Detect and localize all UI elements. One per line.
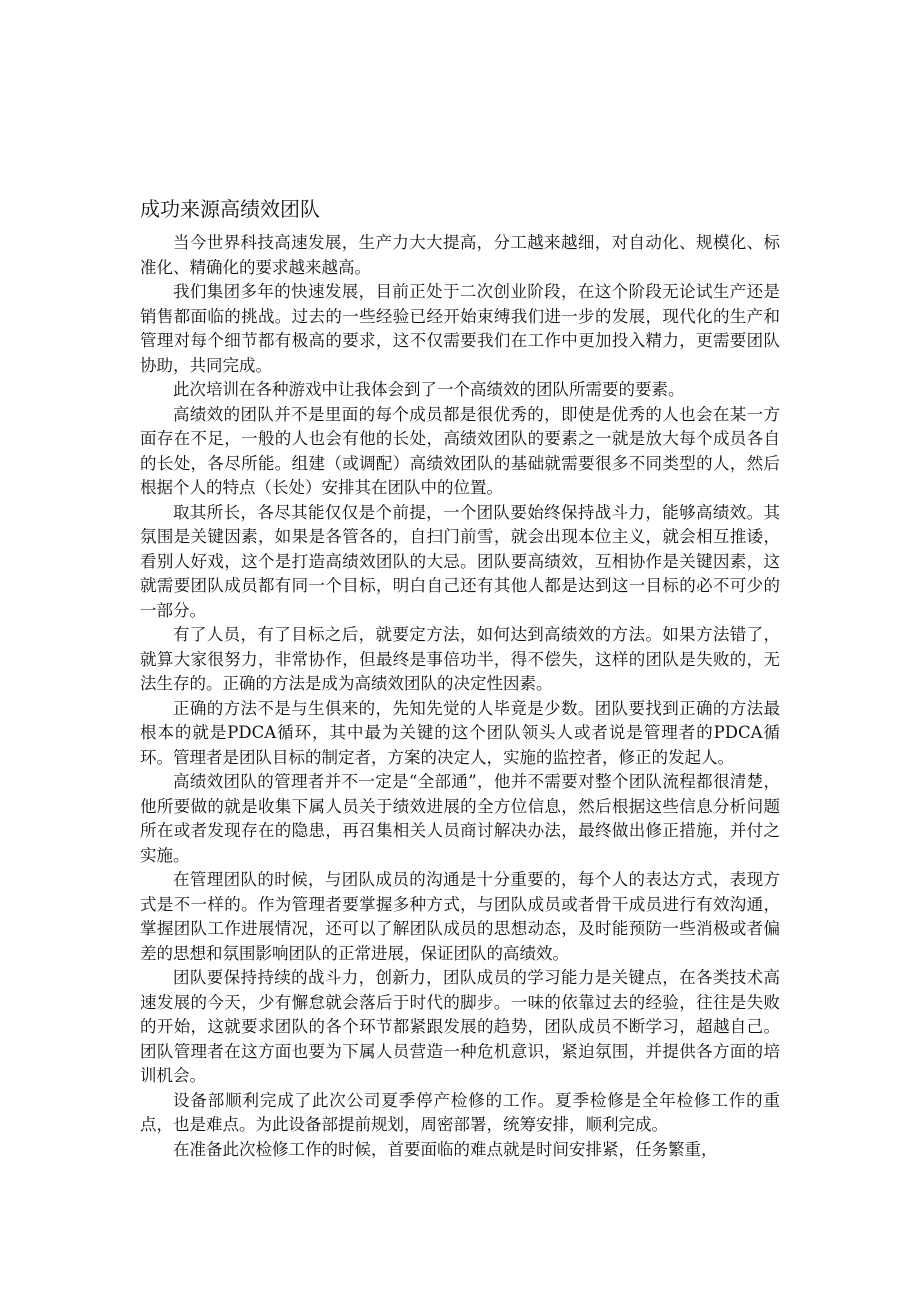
document-title: 成功来源高绩效团队: [140, 197, 320, 221]
paragraph-9: 在管理团队的时候，与团队成员的沟通是十分重要的，每个人的表达方式，表现方式是不一样的。作为管理者要掌握多种方式，与团队成员或者骨干成员进行有效沟通，掌握团队工作进展情况，还可以了解团队成员的思想动态，及时能预防一些消极或者偏差的思想和氛围影响团队的正常进展，保证团队的高绩效。: [140, 870, 780, 963]
paragraph-1: 当今世界科技高速发展，生产力大大提高，分工越来越细，对自动化、规模化、标准化、精确化的要求越来越高。: [140, 233, 780, 277]
paragraph-12: 在准备此次检修工作的时候，首要面临的难点就是时间安排紧，任务繁重，: [173, 1139, 718, 1159]
paragraph-2: 我们集团多年的快速发展，目前正处于二次创业阶段，在这个阶段无论试生产还是销售都面临的挑战。过去的一些经验已经开始束缚我们进一步的发展，现代化的生产和管理对每个细节都有极高的要求，这不仅需要我们在工作中更加投入精力，更需要团队协助，共同完成。: [140, 282, 780, 375]
paragraph-5: 取其所长，各尽其能仅仅是个前提，一个团队要始终保持战斗力，能够高绩效。其氛围是关键因素，如果是各管各的，自扫门前雪，就会出现本位主义，就会相互推诿，看别人好戏，这个是打造高绩效团队的大忌。团队要高绩效，互相协作是关键因素，这就需要团队成员都有同一个目标，明白自己还有其他人都是达到这一目标的必不可少的一部分。: [140, 502, 780, 620]
paragraph-6: 有了人员，有了目标之后，就要定方法，如何达到高绩效的方法。如果方法错了，就算大家很努力，非常协作，但最终是事倍功半，得不偿失，这样的团队是失败的，无法生存的。正确的方法是成为高绩效团队的决定性因素。: [140, 625, 780, 693]
paragraph-10: 团队要保持持续的战斗力，创新力，团队成员的学习能力是关键点，在各类技术高速发展的今天，少有懈怠就会落后于时代的脚步。一味的依靠过去的经验，往往是失败的开始，这就要求团队的各个环节都紧跟发展的趋势，团队成员不断学习，超越自己。团队管理者在这方面也要为下属人员营造一种危机意识，紧迫氛围，并提供各方面的培训机会。: [140, 968, 780, 1085]
paragraph-4: 高绩效的团队并不是里面的每个成员都是很优秀的，即使是优秀的人也会在某一方面存在不足，一般的人也会有他的长处，高绩效团队的要素之一就是放大每个成员各自的长处，各尽所能。组建（或调配）高绩效团队的基础就需要很多不同类型的人，然后根据个人的特点（长处）安排其在团队中的位置。: [140, 404, 780, 497]
document-body: [140, 192, 780, 1162]
paragraph-8: 高绩效团队的管理者并不一定是“全部通”，他并不需要对整个团队流程都很清楚，他所要做的就是收集下属人员关于绩效进展的全方位信息，然后根据这些信息分析问题所在或者发现存在的隐患，再召集相关人员商讨解决办法，最终做出修正措施，并付之实施。: [140, 772, 780, 865]
paragraph-3: 此次培训在各种游戏中让我体会到了一个高绩效的团队所需要的要素。: [173, 380, 685, 399]
paragraph-11: 设备部顺利完成了此次公司夏季停产检修的工作。夏季检修是全年检修工作的重点，也是难点。为此设备部提前规划，周密部署，统筹安排，顺利完成。: [140, 1090, 780, 1134]
paragraph-7: 正确的方法不是与生俱来的，先知先觉的人毕竟是少数。团队要找到正确的方法最根本的就是PDCA循环，其中最为关键的这个团队领头人或者说是管理者的PDCA循环。管理者是团队目标的制定者，方案的决定人，实施的监控者，修正的发起人。: [140, 698, 780, 767]
